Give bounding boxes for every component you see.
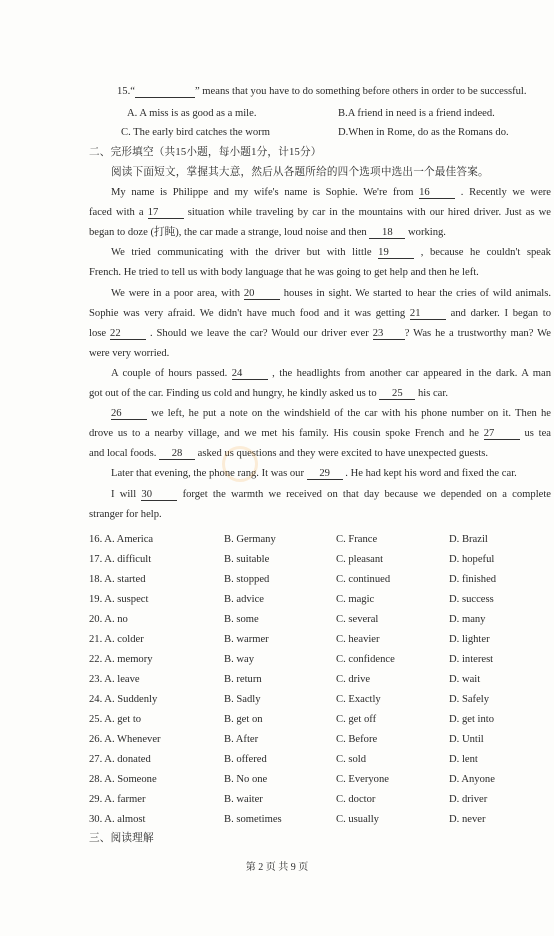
- option-28-b: B. No one: [224, 774, 268, 785]
- option-24-b: B. Sadly: [224, 694, 261, 705]
- passage-text: forget the warmth we received on that day because we depended on a complete: [177, 488, 551, 500]
- option-24-d: D. Safely: [449, 694, 490, 705]
- option-20-b: B. some: [224, 614, 259, 625]
- blank-number: 21: [410, 308, 446, 320]
- passage-text: lose: [89, 327, 111, 339]
- passage-line: [111, 287, 551, 300]
- passage-text: I will: [111, 488, 142, 500]
- blank-number: 17: [148, 207, 184, 219]
- q15-stem-text: ” means that you have to do something before others in order to be successful.: [194, 86, 527, 97]
- passage-line: [111, 246, 551, 259]
- passage-text: and darker. I began to: [445, 307, 551, 319]
- option-24-c: C. Exactly: [336, 694, 381, 705]
- passage-line: [89, 206, 551, 219]
- option-22-a: 22. A. memory: [89, 654, 153, 665]
- passage-line: [89, 327, 551, 340]
- option-30-d: D. never: [449, 814, 486, 825]
- option-17-d: D. hopeful: [449, 554, 495, 565]
- q15-option-a: A. A miss is as good as a mile.: [127, 108, 257, 119]
- blank-number: 28: [159, 448, 195, 460]
- passage-line: [111, 488, 551, 501]
- option-23-a: 23. A. leave: [89, 674, 140, 685]
- passage-line: [89, 508, 162, 521]
- option-25-d: D. get into: [449, 714, 495, 725]
- passage-line: [89, 387, 448, 400]
- option-27-c: C. sold: [336, 754, 367, 765]
- option-30-b: B. sometimes: [224, 814, 282, 825]
- passage-text: we left, he put a note on the windshield of the car with his phone number on it. Then he: [147, 408, 551, 420]
- q15-option-d: D.When in Rome, do as the Romans do.: [338, 127, 509, 138]
- option-30-a: 30. A. almost: [89, 814, 146, 825]
- option-19-d: D. success: [449, 594, 494, 605]
- option-18-c: C. continued: [336, 574, 391, 585]
- blank-number: 19: [378, 247, 414, 259]
- blank-number: 29: [307, 468, 343, 480]
- q15-option-c: C. The early bird catches the worm: [121, 127, 270, 138]
- option-21-b: B. warmer: [224, 634, 269, 645]
- blank-number: 16: [419, 187, 455, 199]
- passage-text: drove us to a nearby village, and we met his family. His cousin spoke French and he: [89, 428, 484, 440]
- option-27-b: B. offered: [224, 754, 267, 765]
- passage-text: Later that evening, the phone rang. It was our: [111, 468, 307, 480]
- option-29-a: 29. A. farmer: [89, 794, 146, 805]
- option-26-b: B. After: [224, 734, 259, 745]
- option-21-c: C. heavier: [336, 634, 380, 645]
- option-23-d: D. wait: [449, 674, 481, 685]
- page-footer: 第 2 页 共 9 页: [245, 862, 309, 873]
- blank-number: 24: [232, 368, 268, 380]
- option-18-b: B. stopped: [224, 574, 270, 585]
- option-23-c: C. drive: [336, 674, 371, 685]
- option-19-b: B. advice: [224, 594, 265, 605]
- passage-line: [111, 186, 551, 199]
- option-22-c: C. confidence: [336, 654, 395, 665]
- passage-text: and local foods.: [89, 448, 160, 460]
- option-29-c: C. doctor: [336, 794, 376, 805]
- option-25-b: B. get on: [224, 714, 263, 725]
- option-16-d: D. Brazil: [449, 534, 488, 545]
- option-16-a: 16. A. America: [89, 534, 154, 545]
- q15-stem: [117, 85, 527, 98]
- option-24-a: 24. A. Suddenly: [89, 694, 158, 705]
- passage-line: [89, 266, 479, 279]
- passage-line: [89, 226, 446, 239]
- passage-text: Sophie was very afraid. We didn't have much food and it was getting: [89, 307, 410, 319]
- passage-text: ? Was he a trustworthy man? We: [404, 327, 551, 339]
- passage-line: [111, 367, 551, 380]
- passage-text: My name is Philippe and my wife's name is Sophie. We're from: [111, 187, 420, 198]
- blank-number: 20: [244, 288, 280, 300]
- option-26-a: 26. A. Whenever: [89, 734, 161, 745]
- option-28-a: 28. A. Someone: [89, 774, 157, 785]
- watermark-ring-icon: [222, 446, 258, 482]
- q15-stem-open: 15.“: [117, 86, 135, 97]
- option-17-a: 17. A. difficult: [89, 554, 152, 565]
- option-19-c: C. magic: [336, 594, 375, 605]
- passage-text: stranger for help.: [89, 508, 162, 520]
- passage-text: houses in sight. We started to hear the cries of wild animals.: [279, 287, 551, 299]
- option-29-b: B. waiter: [224, 794, 263, 805]
- option-19-a: 19. A. suspect: [89, 594, 149, 605]
- watermark-logo: [222, 440, 312, 480]
- option-28-c: C. Everyone: [336, 774, 389, 785]
- option-18-d: D. finished: [449, 574, 497, 585]
- section-heading-cloze: 二、完形填空（共15小题，每小题1分，计15分）: [89, 147, 322, 158]
- passage-text: We tried communicating with the driver but with little: [111, 247, 379, 259]
- option-26-d: D. Until: [449, 734, 484, 745]
- passage-line: [111, 407, 551, 420]
- passage-text: were very worried.: [89, 347, 170, 359]
- passage-line: [89, 307, 551, 320]
- option-20-d: D. many: [449, 614, 486, 625]
- cloze-instruction: 阅读下面短文，掌握其大意，然后从各题所给的四个选项中选出一个最佳答案。: [111, 167, 489, 178]
- passage-text: got out of the car. Finding us cold and hungry, he kindly asked us to: [89, 388, 380, 399]
- passage-text: . He had kept his word and fixed the car.: [342, 468, 517, 480]
- option-27-d: D. lent: [449, 754, 478, 765]
- option-16-b: B. Germany: [224, 534, 276, 545]
- option-30-c: C. usually: [336, 814, 379, 825]
- passage-line: [89, 347, 169, 360]
- option-27-a: 27. A. donated: [89, 754, 151, 765]
- passage-text: situation while traveling by car in the mountains with our hired driver. Just as we: [183, 207, 551, 219]
- passage-text: , the headlights from another car appeared in the dark. A man: [267, 367, 551, 379]
- blank-number: 30: [141, 489, 177, 501]
- section-heading-reading: 三、阅读理解: [89, 833, 154, 844]
- blank-number: 22: [110, 328, 146, 340]
- option-21-d: D. lighter: [449, 634, 490, 645]
- passage-text: . Should we leave the car? Would our driver ever: [146, 327, 373, 339]
- option-22-b: B. way: [224, 654, 255, 665]
- option-16-c: C. France: [336, 534, 378, 545]
- passage-text: faced with a: [89, 207, 148, 219]
- passage-text: working.: [405, 227, 446, 239]
- option-29-d: D. driver: [449, 794, 488, 805]
- option-25-a: 25. A. get to: [89, 714, 142, 725]
- passage-text: . Recently we were: [455, 187, 551, 198]
- blank-number: 18: [369, 227, 405, 239]
- option-25-c: C. get off: [336, 714, 377, 725]
- option-18-a: 18. A. started: [89, 574, 146, 585]
- option-20-a: 20. A. no: [89, 614, 128, 625]
- blank-number: 27: [484, 428, 520, 440]
- option-17-c: C. pleasant: [336, 554, 384, 565]
- option-21-a: 21. A. colder: [89, 634, 144, 645]
- passage-text: began to doze (打盹), the car made a strange, loud noise and then: [89, 227, 370, 239]
- passage-text: us tea: [519, 428, 551, 440]
- passage-text: , because he couldn't speak: [414, 247, 551, 259]
- option-23-b: B. return: [224, 674, 262, 685]
- option-17-b: B. suitable: [224, 554, 270, 565]
- passage-line: [89, 427, 551, 440]
- passage-text: his car.: [415, 388, 448, 399]
- passage-text: We were in a poor area, with: [111, 287, 244, 299]
- option-28-d: D. Anyone: [449, 774, 495, 785]
- passage-text: A couple of hours passed.: [111, 367, 232, 379]
- passage-text: French. He tried to tell us with body language that he was going to get help and then he left.: [89, 267, 479, 279]
- q15-blank: [135, 86, 195, 98]
- blank-number: 26: [111, 408, 147, 420]
- q15-option-b: B.A friend in need is a friend indeed.: [338, 108, 495, 119]
- blank-number: 23: [373, 328, 405, 340]
- option-20-c: C. several: [336, 614, 379, 625]
- blank-number: 25: [379, 388, 415, 400]
- option-22-d: D. interest: [449, 654, 494, 665]
- option-26-c: C. Before: [336, 734, 378, 745]
- passage-text: asked us questions and they were excited to have unexpected guests.: [195, 448, 489, 460]
- passage-line: [111, 467, 517, 480]
